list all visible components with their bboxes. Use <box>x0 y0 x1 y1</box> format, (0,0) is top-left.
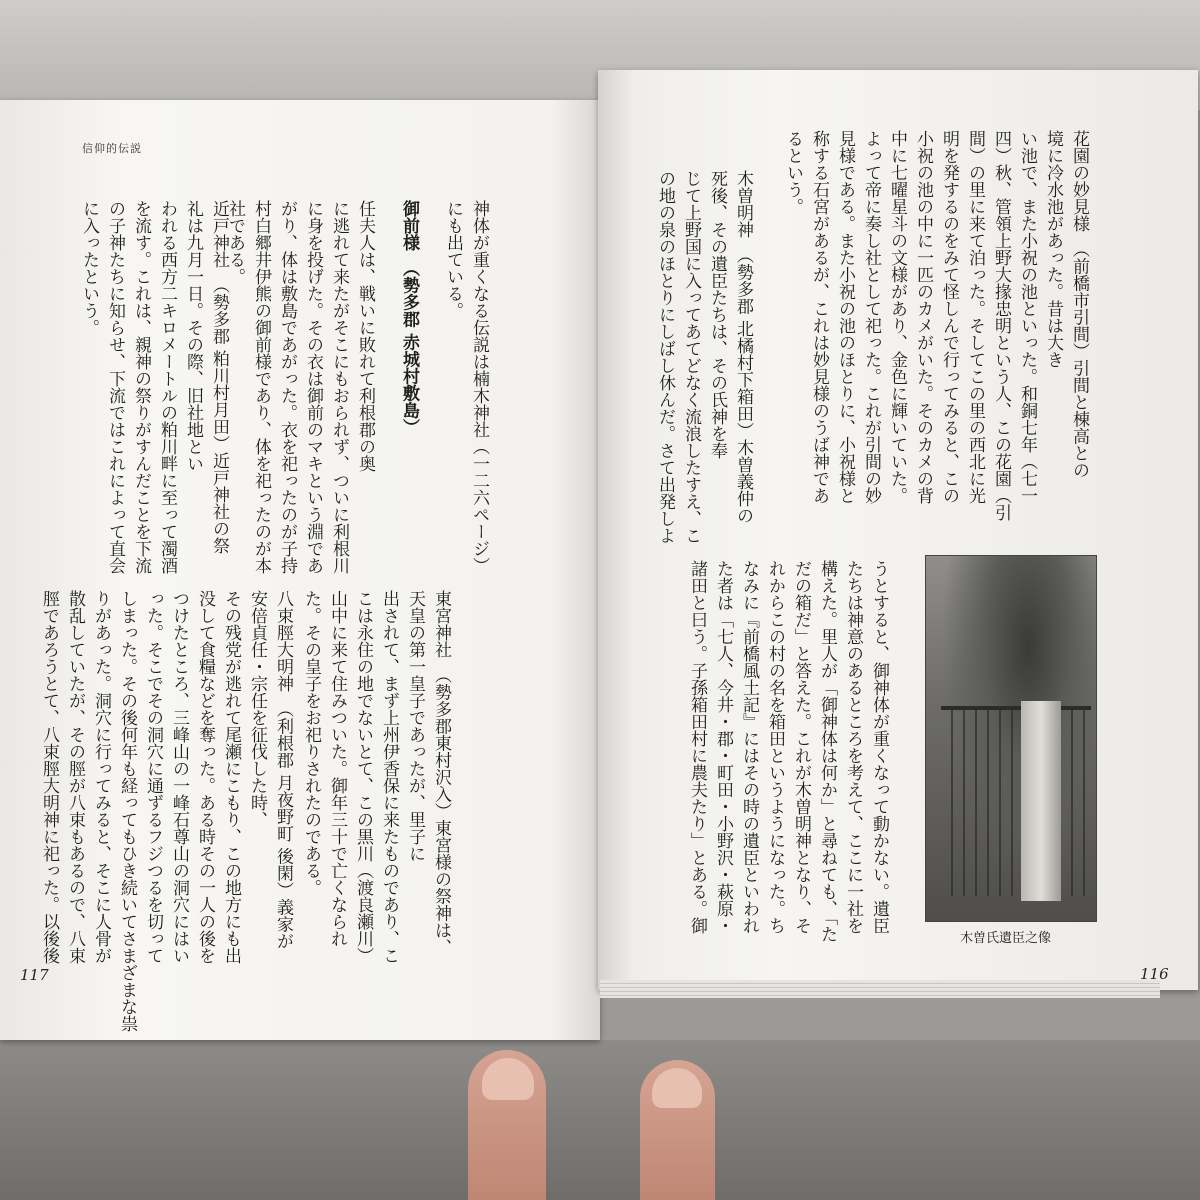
left-col-1: 神体が重くなる伝説は楠木神社（一二六ページ） にも出ている。 <box>443 200 489 574</box>
stone-marker <box>1021 701 1061 901</box>
page-stack-edge <box>600 980 1160 998</box>
page-number-117: 117 <box>20 966 49 984</box>
photo-caption: 木曽氏遺臣之像 <box>960 931 1052 946</box>
left-col-gozen-body: 任夫人は、戦いに敗れて利根郡の奥 に逃れて来たがそこにもおられず、ついに利根川 に身を投げた。その衣は御前のマキという淵であ がり、体は敷島であがった。衣を祀ったのが子持 村白郷井伊熊の御前様であり、体を祀ったのが本 社である。 <box>225 200 375 574</box>
desk-foreground <box>0 1040 1200 1200</box>
running-head: 信仰的伝説 <box>82 142 142 155</box>
right-col-myoken: 花園の妙見様 （前橋市引間）引間と棟高との 境に冷水池があった。昔は大き い池で、また小祝の池といった。和銅七年（七一 四）秋、管領上野大掾忠明という人、この花園（引 間）の里に来て泊った。そしてこの里の西北に光 明を発するのをみて怪しんで行ってみると、この 小祝の池の中に一匹のカメがいた。そのカメの背 中に七曜星斗の文様があり、金色に輝いていた。 よって帝に奏し社として祀った。これが引間の妙 見様である。また小祝の池のほとりに、小祝様と 称する石宮があるが、これは妙見様のうば神であ るという。 <box>783 130 1089 521</box>
kiso-memorial-photo <box>925 555 1097 922</box>
left-col-chikato: 近戸神社 （勢多郡 粕川村月田）近戸神社の祭 礼は九月一日。その際、旧社地とい われる西方二キロメートルの粕川畔に至って濁酒 を流す。これは、親神の祭りがすんだことを下流 の子神たちに知らせ、下流ではこれによって直会 に入ったという。 <box>79 200 229 574</box>
page-number-116: 116 <box>1140 965 1169 983</box>
iron-fence <box>941 706 1091 896</box>
right-col-kiso-continued: うとすると、御神体が重くなって動かない。遺臣 たちは神意のあるところを考えて、ここに一社を 構えた。里人が「御神体は何か」と尋ねても、「た だの箱だ」と答えた。これが木曽明神となり、そ れからこの村の名を箱田というようになった。ち なみに『前橋風土記』にはその時の遺臣といわれ た者は「七人、今井・郡・町田・小野沢・萩原・ 諸田と曰う。子孫箱田村に農夫たり」とある。御 <box>687 560 889 943</box>
fence-rail <box>941 706 1091 710</box>
left-heading-gozen: 御前様 （勢多郡 赤城村敷島） <box>399 200 419 436</box>
left-col-tougu: 東宮神社 （勢多郡東村沢入）東宮様の祭神は、 天皇の第一皇子であったが、里子に 出されて、まず上州伊香保に来たものであり、こ こは永住の地でないとて、この黒川（渡良瀬川） 山中に来て住みついた。御年三十で亡くなられ た。その皇子をお祀りされたのである。 <box>301 590 451 964</box>
left-col-yatsukahagi: 八束脛大明神 （利根郡 月夜野町 後閑）義家が 安倍貞任・宗任を征伐した時、 その残党が逃れて尾瀬にこもり、この地方にも出 没して食糧などを奪った。ある時その一人の後を つけたところ、三峰山の一峰石尊山の洞穴にはい った。そこでその洞穴に通ずるフジつるを切って しまった。その後何年も経ってもひき続いてさまざまな祟 りがあった。洞穴に行ってみると、そこに人骨が 散乱していたが、その脛が八束もあるので、八束 脛であろうとて、八束脛大明神に祀った。以後後 <box>39 590 293 1032</box>
right-col-kiso: 木曽明神 （勢多郡 北橘村下箱田）木曽義仲の 死後、その遺臣たちは、その氏神を奉 じて上野国に入ってあてどなく流浪したすえ、こ の地の泉のほとりにしばし休んだ。さて出発しよ <box>655 170 753 544</box>
